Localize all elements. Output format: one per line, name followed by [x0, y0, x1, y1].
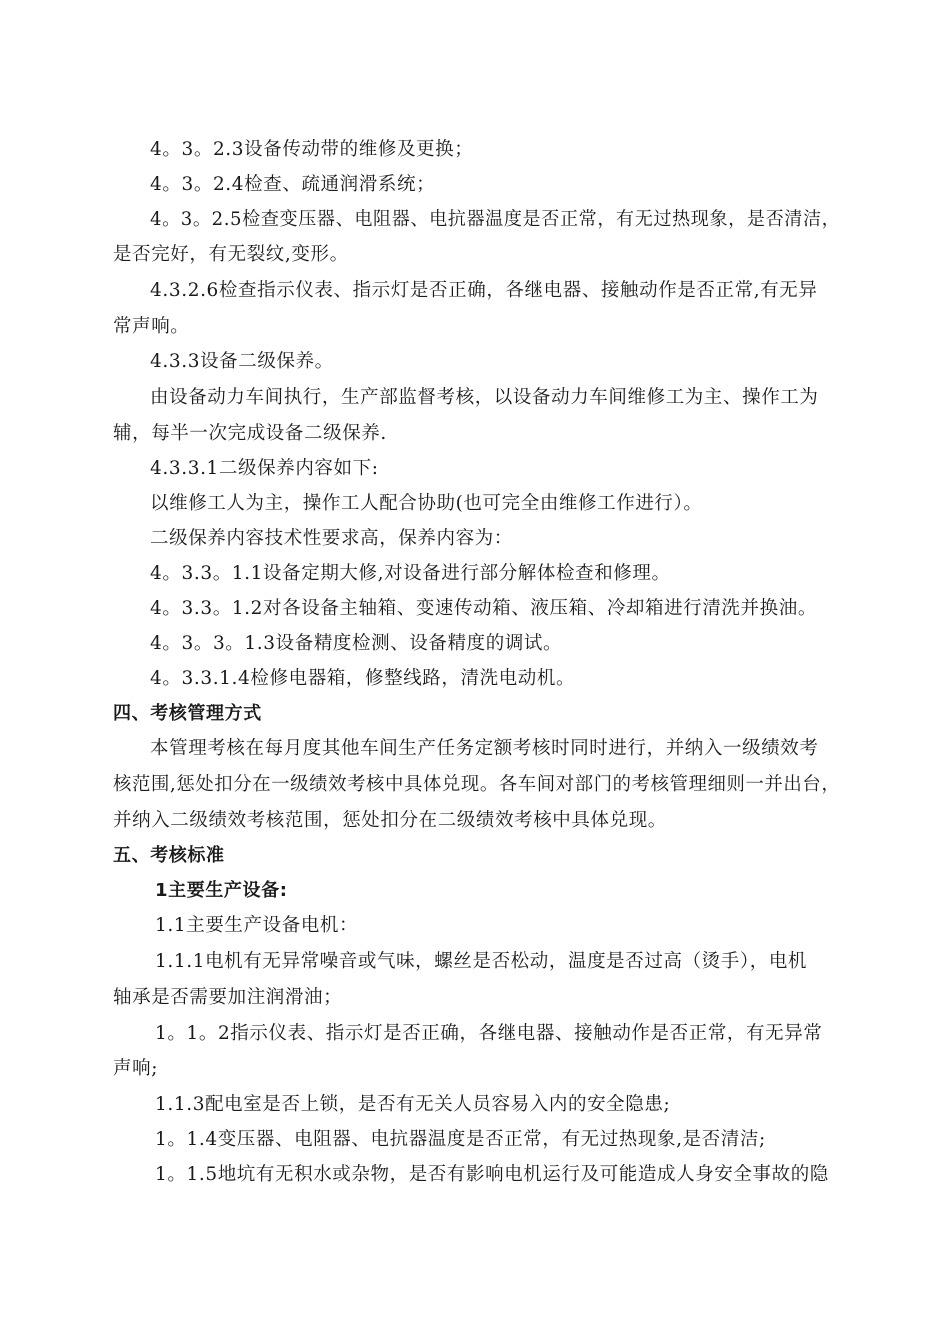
section-heading: 五、考核标准 [113, 845, 225, 866]
text-line: 是否完好，有无裂纹,变形。 [113, 244, 349, 265]
text-line: 1.1.3配电室是否上锁，是否有无关人员容易入内的安全隐患; [155, 1094, 671, 1115]
text-line: 4。3.3。1.1设备定期大修,对设备进行部分解体检查和修理。 [150, 563, 671, 584]
text-line: 轴承是否需要加注润滑油； [113, 987, 343, 1008]
text-line: 常声响。 [113, 316, 190, 337]
text-line: 1.1主要生产设备电机： [155, 915, 359, 936]
text-line: 4。3.3.1.4检修电器箱，修整线路，清洗电动机。 [150, 668, 576, 689]
text-line: 4。3。2.4检查、疏通润滑系统； [150, 174, 436, 195]
text-line: 由设备动力车间执行，生产部监督考核，以设备动力车间维修工为主、操作工为 [150, 387, 819, 408]
subsection-heading: 1主要生产设备: [155, 880, 288, 901]
text-line: 4。3.3。1.2对各设备主轴箱、变速传动箱、液压箱、冷却箱进行清洗并换油。 [150, 598, 817, 619]
text-line: 并纳入二级绩效考核范围，惩处扣分在二级绩效考核中具体兑现。 [113, 810, 667, 831]
text-line: 4.3.2.6检查指示仪表、指示灯是否正确，各继电器、接触动作是否正常,有无异 [150, 280, 818, 301]
text-line: 以维修工人为主，操作工人配合协助(也可完全由维修工作进行）。 [150, 493, 703, 514]
text-line: 辅，每半一次完成设备二级保养. [113, 423, 387, 444]
text-line: 4.3.3.1二级保养内容如下: [150, 458, 379, 479]
text-line: 声响; [113, 1058, 159, 1079]
text-line: 4。3。3。1.3设备精度检测、设备精度的调试。 [150, 633, 563, 654]
text-line: 1。1。2指示仪表、指示灯是否正确，各继电器、接触动作是否正常，有无异常 [155, 1023, 823, 1044]
text-line: 1。1.5地坑有无积水或杂物，是否有影响电机运行及可能造成人身安全事故的隐 [155, 1164, 829, 1185]
text-line: 4.3.3设备二级保养。 [150, 351, 334, 372]
text-line: 4。3。2.3设备传动带的维修及更换； [150, 139, 474, 160]
text-line: 本管理考核在每月度其他车间生产任务定额考核时同时进行，并纳入一级绩效考 [150, 738, 819, 759]
text-line: 4。3。2.5检查变压器、电阻器、电抗器温度是否正常，有无过热现象，是否清洁， [150, 209, 841, 230]
text-line: 二级保养内容技术性要求高，保养内容为： [150, 528, 513, 549]
section-heading: 四、考核管理方式 [113, 703, 262, 724]
text-line: 1。1.4变压器、电阻器、电抗器温度是否正常，有无过热现象,是否清洁; [155, 1129, 766, 1150]
text-line: 核范围,惩处扣分在一级绩效考核中具体兑现。各车间对部门的考核管理细则一并出台， [113, 774, 841, 795]
text-line: 1.1.1电机有无异常噪音或气味，螺丝是否松动，温度是否过高（烫手），电机 [155, 951, 808, 972]
